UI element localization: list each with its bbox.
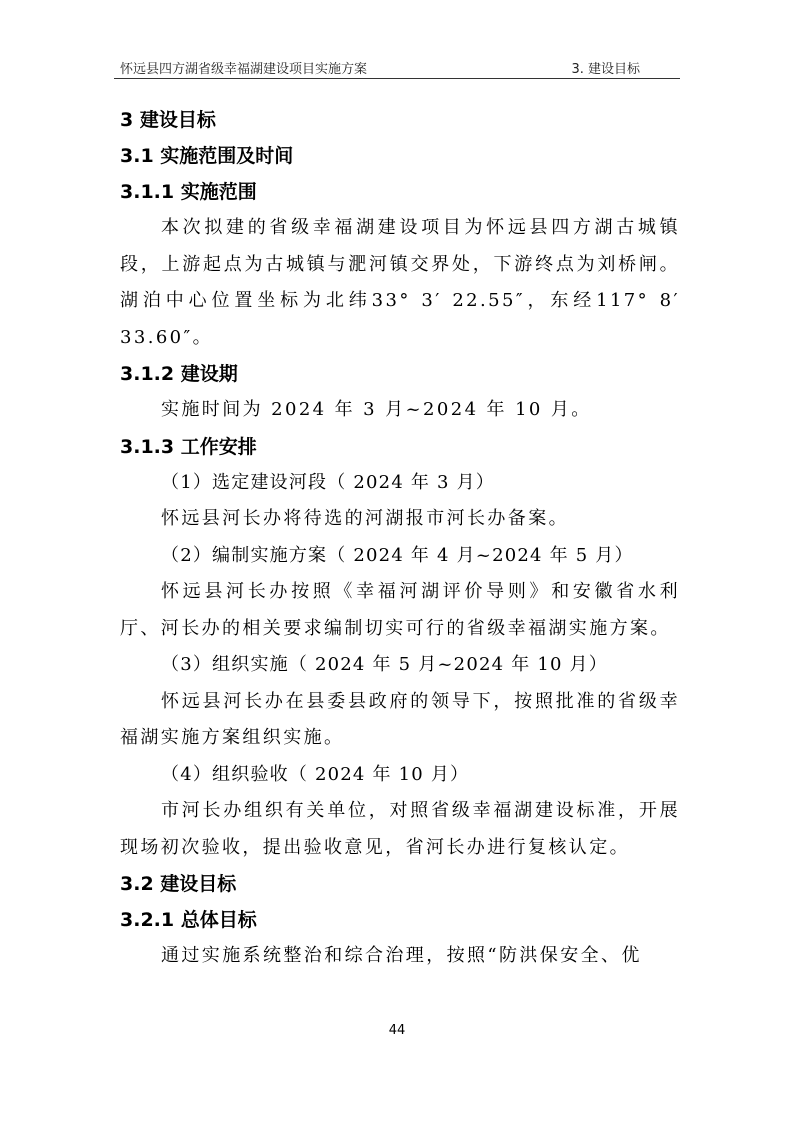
heading-section-3-2: 3.2 建设目标 xyxy=(120,873,237,895)
heading-section-3-1-2: 3.1.2 建设期 xyxy=(120,363,238,385)
heading-section-3-2-1: 3.2.1 总体目标 xyxy=(120,909,257,931)
paragraph-work-item-1: 怀远县河长办将待选的河湖报市河长办备案。 xyxy=(161,508,569,529)
paragraph-scope: 本次拟建的省级幸福湖建设项目为怀远县四方湖古城镇段，上游起点为古城镇与淝河镇交界处，下游终点为刘桥闸。湖泊中心位置坐标为北纬33° 3′ 22.55″，东经117° 8′ 33.60″。 xyxy=(120,217,680,348)
work-item-4: （4）组织验收（ 2024 年 10 月） xyxy=(161,763,470,785)
paragraph-work-item-2: 怀远县河长办按照《幸福河湖评价导则》和安徽省水利厅、河长办的相关要求编制切实可行的省级幸福湖实施方案。 xyxy=(120,581,680,639)
work-item-1: （1）选定建设河段（ 2024 年 3 月） xyxy=(161,471,495,493)
paragraph-work-item-4: 市河长办组织有关单位，对照省级幸福湖建设标准，开展现场初次验收，提出验收意见，省河长办进行复核认定。 xyxy=(120,800,680,858)
heading-chapter-3: 3 建设目标 xyxy=(120,109,216,131)
paragraph-period: 实施时间为 2024 年 3 月~2024 年 10 月。 xyxy=(161,399,592,420)
page-header xyxy=(114,56,680,78)
page-body xyxy=(120,102,680,975)
page-number: 44 xyxy=(388,1023,406,1038)
work-item-2: （2）编制实施方案（ 2024 年 4 月~2024 年 5 月） xyxy=(161,544,634,566)
paragraph-overall-goal: 通过实施系统整治和综合治理，按照“防洪保安全、优 xyxy=(161,945,642,966)
paragraph-work-item-3: 怀远县河长办在县委县政府的领导下，按照批准的省级幸福湖实施方案组织实施。 xyxy=(120,690,680,748)
heading-section-3-1-1: 3.1.1 实施范围 xyxy=(120,181,257,203)
heading-section-3-1: 3.1 实施范围及时间 xyxy=(120,145,294,167)
header-divider xyxy=(114,78,680,79)
work-item-3: （3）组织实施（ 2024 年 5 月~2024 年 10 月） xyxy=(161,654,608,675)
header-chapter-title: 3. 建设目标 xyxy=(571,62,640,77)
header-document-title: 怀远县四方湖省级幸福湖建设项目实施方案 xyxy=(120,62,368,77)
heading-section-3-1-3: 3.1.3 工作安排 xyxy=(120,435,257,458)
